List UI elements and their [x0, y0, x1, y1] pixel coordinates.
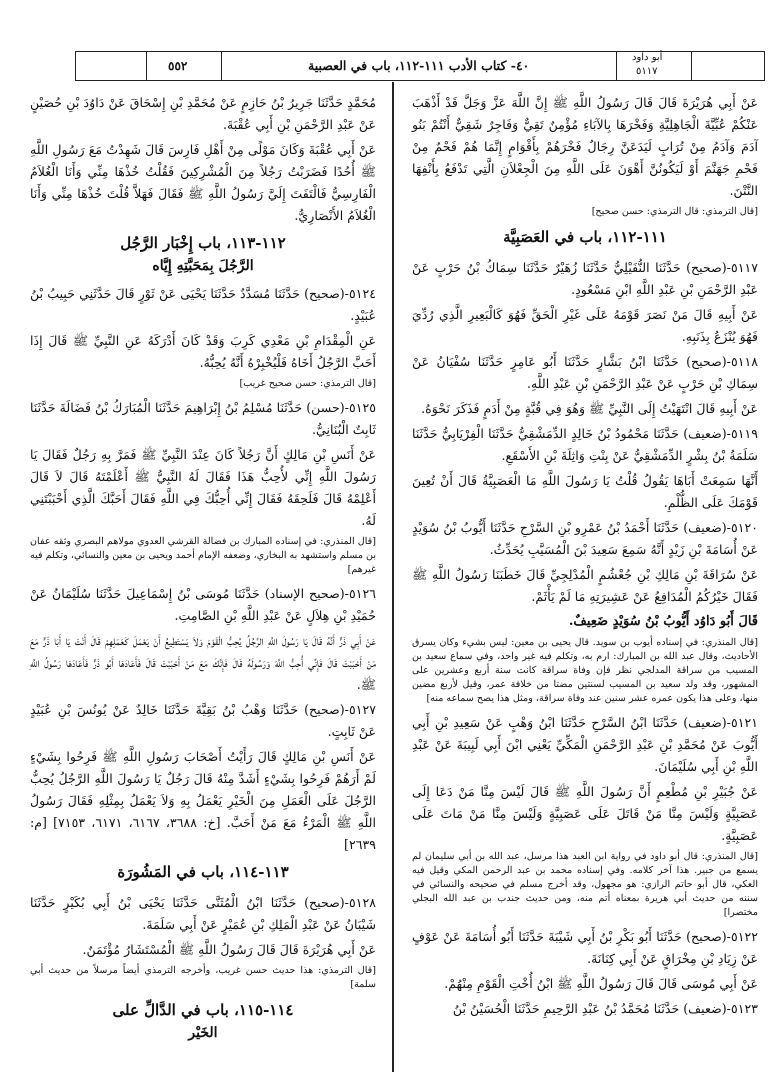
- footnote: [قال الترمذي: حسن صحيح غريب]: [239, 378, 376, 389]
- section-heading: ١١٤-١١٥، باب في الدَّالِّ على: [112, 1001, 294, 1019]
- column-divider: [392, 82, 394, 1072]
- hadith-chain: ٥١٢٨-(صحيح) حَدَّثَنَا ابْنُ الْمُثَنَّى حَدَّثَنَا يَحْيَى بْنُ أَبِي بُكَيْرٍ حَدَّثَنَا شَيْبَانُ عَنْ عَبْدِ الْمَلِكِ بْنِ عُمَيْرٍ عَنْ أَبِي سَلَمَةَ.: [30, 895, 376, 932]
- header-divider: [146, 52, 147, 80]
- hadith-ref-number: ٥١١٧: [636, 66, 658, 77]
- hadith-chain: ٥١١٨-(صحيح) حَدَّثَنَا ابْنُ بَشَّارٍ حَدَّثَنَا أَبُو عَامِرٍ حَدَّثَنَا سُفْيَانُ عَنْ سِمَاكِ بْنِ حَرْبٍ عَنْ عَبْدِ الرَّحْمَنِ بْنِ عَبْدِ اللَّهِ.: [412, 354, 758, 391]
- hadith-text: عَنْ أَبِيهِ قَالَ مَنْ نَصَرَ قَوْمَهُ عَلَى غَيْرِ الْحَقِّ فَهُوَ كَالْبَعِيرِ الَّذِي رُدِّيَ فَهُوَ يُنْزَعُ بِذَنَبِهِ.: [412, 307, 758, 344]
- hadith-chain: ٥١١٧-(صحيح) حَدَّثَنَا النُّفَيْلِيُّ حَدَّثَنَا زُهَيْرٌ حَدَّثَنَا سِمَاكُ بْنُ حَرْبٍ عَنْ عَبْدِ الرَّحْمَنِ بْنِ عَبْدِ اللَّهِ ابْنِ مَسْعُودٍ.: [412, 260, 758, 297]
- hadith-text: عَنْ أَنَسِ بْنِ مَالِكٍ قَالَ رَأَيْتُ أَصْحَابَ رَسُولِ اللَّهِ ﷺ فَرِحُوا بِشَيْءٍ لَمْ أَرَهُمْ فَرِحُوا بِشَيْءٍ أَشَدَّ مِنْهُ قَالَ رَجُلٌ يَا رَسُولَ اللَّهِ الرَّجُلُ يُحِبُّ الرَّجُلَ عَلَى الْعَمَلِ مِنَ الْخَيْرِ يَعْمَلُ بِهِ وَلاَ يَعْمَلُ بِمِثْلِهِ فَقَالَ رَسُولُ اللَّهِ ﷺ الْمَرْءُ مَعَ مَنْ أَحَبَّ. [خ: ٣٦٨٨، ٦١٦٧، ٦١٧١، ٧١٥٣] [م: ٢٦٣٩]: [30, 749, 376, 852]
- hadith-text: عَنْ أَبِي عُقْبَةَ وَكَانَ مَوْلًى مِنْ أَهْلِ فَارِسَ قَالَ شَهِدْتُ مَعَ رَسُولِ اللَّهِ ﷺ أُحُدًا فَضَرَبْتُ رَجُلاً مِنَ الْمُشْرِكِينَ فَقُلْتُ خُذْهَا مِنِّي وَأَنَا الْغُلاَمُ الْفَارِسِيُّ فَالْتَفَتَ إِلَيَّ رَسُولُ اللَّهِ ﷺ فَقَالَ فَهَلاَّ قُلْتَ خُذْهَا مِنِّي وَأَنَا الْغُلاَمُ الأَنْصَارِيُّ.: [30, 142, 376, 223]
- footnote: [قال المنذري: قال أبو داود في رواية ابن العبد هذا مرسل، عبد الله بن أبي سليمان لم يسمع من جبير. هذا آخر كلامه. وفي إسناده محمد بن عبد الرحمن المكي وقيل فيه العكي، قال أبو حاتم الرازي: هو مجهول، وقد أخرج مسلم في صحيحه والنسائي في سننه من حديث أبي هريرة بمعناه أتم منه، ومن حديث جندب بن عبد الله البجلي مختصرا]: [412, 851, 758, 918]
- left-column: [30, 92, 376, 1050]
- footnote: [قال الترمذي: قال الترمذي: حسن صحيح]: [591, 206, 758, 217]
- page-number: ٥٥٢: [168, 59, 188, 73]
- hadith-text: أَنَّهَا سَمِعَتْ أَبَاهَا يَقُولُ قُلْتُ يَا رَسُولَ اللَّهِ مَا الْعَصَبِيَّةُ قَالَ أَنْ تُعِينَ قَوْمَكَ عَلَى الظُّلْمِ.: [412, 473, 758, 510]
- section-heading-continued: الخَيْر: [188, 1025, 218, 1041]
- hadith-chain: ٥١٢٠-(ضعيف) حَدَّثَنَا أَحْمَدُ بْنُ عَمْرِو بْنِ السَّرْحِ حَدَّثَنَا أَيُّوبُ بْنُ سُوَيْدٍ عَنْ أُسَامَةَ بْنِ زَيْدٍ أَنَّهُ سَمِعَ سَعِيدَ بْنَ الْمُسَيَّبِ يُحَدِّثُ.: [412, 520, 758, 557]
- hadith-text: عَنْ أَبِي هُرَيْرَةَ قَالَ قَالَ رَسُولُ اللَّهِ ﷺ إِنَّ اللَّهَ عَزَّ وَجَلَّ قَدْ أَذْهَبَ عَنْكُمْ عُبِّيَّةَ الْجَاهِلِيَّةِ وَفَخْرَهَا بِالآبَاءِ مُؤْمِنٌ تَقِيٌّ وَفَاجِرٌ شَقِيٌّ أَنْتُمْ بَنُو آدَمَ وَآدَمُ مِنْ تُرَابٍ لَيَدَعَنَّ رِجَالٌ فَخْرَهُمْ بِأَقْوَامٍ إِنَّمَا هُمْ فَحْمٌ مِنْ فَحْمِ جَهَنَّمَ أَوْ لَيَكُونُنَّ أَهْوَنَ عَلَى اللَّهِ مِنَ الْجِعْلاَنِ الَّتِي تَدْفَعُ بِأَنْفِهَا النَّتْنَ.: [412, 95, 758, 198]
- section-heading: ١١٣-١١٤، باب في المَشُورَة: [117, 863, 289, 881]
- hadith-text: عَنْ أَبِي مُوسَى قَالَ قَالَ رَسُولُ اللَّهِ ﷺ ابْنُ أُخْتِ الْقَوْمِ مِنْهُمْ.: [444, 976, 758, 991]
- hadith-chain: ٥١٢٧-(صحيح) حَدَّثَنَا وَهْبُ بْنُ بَقِيَّةَ حَدَّثَنَا خَالِدٌ عَنْ يُونُسَ بْنِ عُبَيْدٍ عَنْ ثَابِتٍ.: [30, 702, 376, 739]
- abu-dawud-comment: قَالَ أَبُو دَاوُد أَيُّوبُ بْنُ سُوَيْدٍ ضَعِيفٌ.: [568, 614, 758, 629]
- author-name: أبو داود: [632, 52, 663, 63]
- hadith-chain: ٥١٢٥-(حسن) حَدَّثَنَا مُسْلِمُ بْنُ إِبْرَاهِيمَ حَدَّثَنَا الْمُبَارَكُ بْنُ فَضَالَةَ حَدَّثَنَا ثَابِتٌ الْبُنَانِيُّ.: [30, 400, 376, 437]
- hadith-text: عَنْ أَبِي ذَرٍّ أَنَّهُ قَالَ يَا رَسُولَ اللَّهِ الرَّجُلُ يُحِبُّ الْقَوْمَ وَلاَ يَسْتَطِيعُ أَنْ يَعْمَلَ كَعَمَلِهِمْ قَالَ أَنْتَ يَا أَبَا ذَرٍّ مَعَ مَنْ أَحْبَبْتَ قَالَ فَإِنِّي أُحِبُّ اللَّهَ وَرَسُولَهُ قَالَ فَإِنَّكَ مَعَ مَنْ أَحْبَبْتَ قَالَ فَأَعَادَهَا أَبُو ذَرٍّ فَأَعَادَهَا رَسُولُ اللَّهِ ﷺ.: [30, 633, 376, 692]
- hadith-text: عَنْ جُبَيْرِ بْنِ مُطْعِمٍ أَنَّ رَسُولَ اللَّهِ ﷺ قَالَ لَيْسَ مِنَّا مَنْ دَعَا إِلَى عَصَبِيَّةٍ وَلَيْسَ مِنَّا مَنْ قَاتَلَ عَلَى عَصَبِيَّةٍ وَلَيْسَ مِنَّا مَنْ مَاتَ عَلَى عَصَبِيَّةٍ.: [412, 784, 758, 843]
- hadith-chain: ٥١٢٤-(صحيح) حَدَّثَنَا مُسَدَّدٌ حَدَّثَنَا يَحْيَى عَنْ ثَوْرٍ قَالَ حَدَّثَنِي حَبِيبُ بْنُ عُبَيْدٍ.: [30, 286, 376, 323]
- header-divider: [691, 52, 692, 80]
- hadith-text: عَنْ أَبِيهِ قَالَ انْتَهَيْتُ إِلَى النَّبِيِّ ﷺ وَهُوَ فِي قُبَّةٍ مِنْ أَدَمٍ فَذَكَرَ نَحْوَهُ.: [421, 401, 758, 416]
- section-heading: ١١٢-١١٣، باب إِخْبَار الرَّجُل: [120, 234, 286, 252]
- hadith-text: عَنْ أَبِي هُرَيْرَةَ قَالَ قَالَ رَسُولُ اللَّهِ ﷺ الْمُسْتَشَارُ مُؤْتَمَنٌ.: [82, 942, 376, 957]
- hadith-chain: ٥١٢٣-(ضعيف) حَدَّثَنَا مُحَمَّدُ بْنُ عَبْدِ الرَّحِيمِ حَدَّثَنَا الْحُسَيْنُ بْنُ: [452, 1001, 758, 1016]
- hadith-text: عَنِ الْمِقْدَامِ بْنِ مَعْدِي كَرِبَ وَقَدْ كَانَ أَدْرَكَهُ عَنِ النَّبِيِّ ﷺ قَالَ إِذَا أَحَبَّ الرَّجُلُ أَخَاهُ فَلْيُخْبِرْهُ أَنَّهُ يُحِبُّهُ.: [30, 333, 376, 370]
- header-divider: [221, 52, 222, 80]
- hadith-chain: ٥١٢٢-(صحيح) حَدَّثَنَا أَبُو بَكْرِ بْنُ أَبِي شَيْبَةَ حَدَّثَنَا أَبُو أُسَامَةَ عَنْ عَوْفٍ عَنْ زِيَادِ بْنِ مِخْرَاقٍ عَنْ أَبِي كِنَانَةَ.: [412, 929, 758, 966]
- page-header: [75, 51, 765, 81]
- section-heading: ١١١-١١٢، باب في العَصَبِيَّة: [503, 228, 667, 246]
- hadith-chain: ٥١١٩-(ضعيف) حَدَّثَنَا مَحْمُودُ بْنُ خَالِدٍ الدِّمَشْقِيُّ حَدَّثَنَا الْفِرْيَابِيُّ حَدَّثَنَا سَلَمَةُ بْنُ بِشْرٍ الدِّمَشْقِيُّ عَنْ بِنْتِ وَاثِلَةَ بْنِ الأَسْقَعِ.: [412, 426, 758, 463]
- hadith-chain: ٥١٢٦-(صحيح الإسناد) حَدَّثَنَا مُوسَى بْنُ إِسْمَاعِيلَ حَدَّثَنَا سُلَيْمَانُ عَنْ حُمَيْدِ بْنِ هِلاَلٍ عَنْ عَبْدِ اللَّهِ بْنِ الصَّامِتِ.: [30, 586, 376, 623]
- hadith-text: عَنْ سُرَاقَةَ بْنِ مَالِكِ بْنِ جُعْشُمٍ الْمُدْلِجِيِّ قَالَ خَطَبَنَا رَسُولُ اللَّهِ ﷺ فَقَالَ خَيْرُكُمُ الْمُدَافِعُ عَنْ عَشِيرَتِهِ مَا لَمْ يَأْثَمْ.: [412, 567, 758, 604]
- hadith-text: عَنْ أَنَسِ بْنِ مَالِكٍ أَنَّ رَجُلاً كَانَ عِنْدَ النَّبِيِّ ﷺ فَمَرَّ بِهِ رَجُلٌ فَقَالَ يَا رَسُولَ اللَّهِ إِنِّي لأُحِبُّ هَذَا فَقَالَ لَهُ النَّبِيُّ ﷺ أَعْلَمْتَهُ قَالَ لاَ قَالَ أَعْلِمْهُ قَالَ فَلَحِقَهُ فَقَالَ إِنِّي أُحِبُّكَ فِي اللَّهِ فَقَالَ أَحَبَّكَ الَّذِي أَحْبَبْتَنِي لَهُ.: [30, 447, 376, 528]
- header-divider: [616, 52, 617, 80]
- footnote: [قال الترمذي: هذا حديث حسن غريب، وأخرجه الترمذي أيضاً مرسلاً من حديث أبي سلمة]: [30, 965, 376, 990]
- hadith-chain: ٥١٢١-(ضعيف) حَدَّثَنَا ابْنُ السَّرْحِ حَدَّثَنَا ابْنُ وَهْبٍ عَنْ سَعِيدِ بْنِ أَبِي أَيُّوبَ عَنْ مُحَمَّدِ بْنِ عَبْدِ الرَّحْمَنِ الْمَكِّيِّ يَعْنِي ابْنَ أَبِي لَبِيبَةَ عَنْ عَبْدِ اللَّهِ بْنِ أَبِي سُلَيْمَانَ.: [412, 715, 758, 774]
- footnote: [قال المنذري: في إسناده أيوب بن سويد. قال يحيى بن معين: ليس بشيء وكان يسرق الأحاديث، وقال عبد الله بن المبارك: ارم به، وتكلم فيه غير واحد، وفي سماع سعيد بن المسيب من سراقة المدلجي نظر فإن وفاة سراقة كانت سنة أربع وعشرين على المشهور، وقد ولد سعيد بن المسيب لسنتين مضتا من خلافة عمر، وقيل لأربع مضين منها، وعلى هذا يكون عمره عشر سنين عند وفاة سراقة، ومثل هذا يصح سماعه منه]: [412, 637, 758, 704]
- right-column: [412, 92, 758, 1023]
- book-title: ٤٠- كتاب الأدب ١١١-١١٢، باب في العصبية: [308, 58, 530, 73]
- hadith-chain: مُحَمَّدٍ حَدَّثَنَا جَرِيرُ بْنُ حَازِمٍ عَنْ مُحَمَّدِ بْنِ إِسْحَاقَ عَنْ دَاوُدَ بْنِ حُصَيْنٍ عَنْ عَبْدِ الرَّحْمَنِ بْنِ أَبِي عُقْبَةَ.: [30, 95, 376, 132]
- footnote: [قال المنذري: في إسناده المبارك بن فضالة القرشي العدوي مولاهم البصري وثقه عفان بن مسلم واستشهد به البخاري، وضعفه الإمام أحمد ويحيى بن معين والنسائي، وتكلم فيه غيرهم]: [30, 536, 376, 575]
- section-heading-continued: الرَّجُلَ بِمَحَبَّتِهِ إِيَّاه: [152, 258, 254, 274]
